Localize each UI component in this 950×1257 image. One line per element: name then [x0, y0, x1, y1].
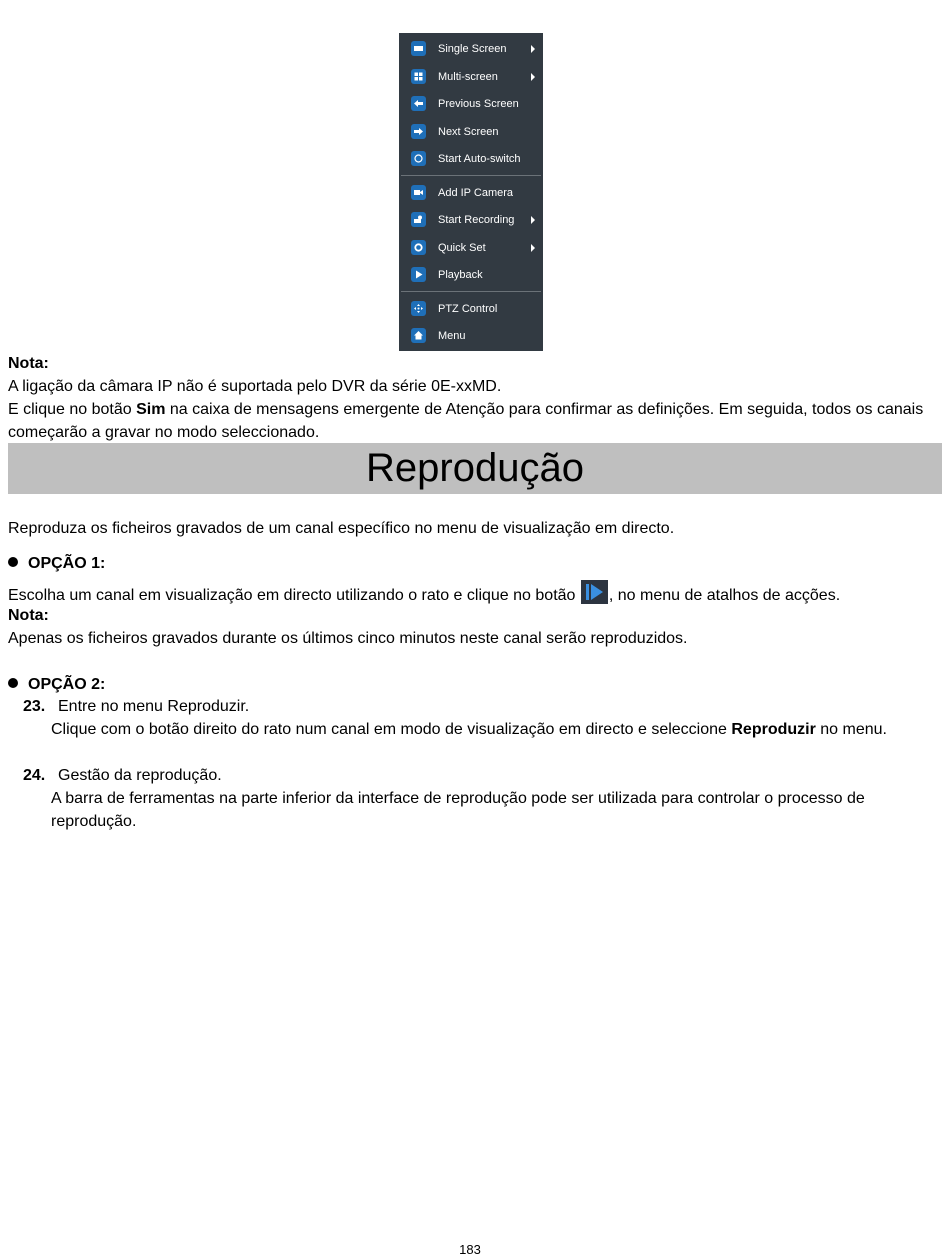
menu-item-label: Start Recording [438, 214, 515, 226]
gear-icon [411, 240, 426, 255]
submenu-arrow-icon [531, 216, 535, 224]
menu-divider [401, 291, 541, 292]
menu-item-menu[interactable] [399, 322, 543, 350]
option-title: OPÇÃO 1: [28, 555, 106, 572]
menu-item-label: Quick Set [438, 241, 486, 254]
menu-item-label: Next Screen [438, 125, 499, 138]
intro-paragraph: Reproduza os ficheiros gravados de um canal específico no menu de visualização em directo. [8, 520, 675, 537]
menu-item-quick-set[interactable] [399, 234, 543, 262]
submenu-arrow-icon [531, 244, 535, 252]
grid-icon [411, 69, 426, 84]
menu-item-add-ip-camera[interactable] [399, 179, 543, 207]
note-text: na caixa de mensagens emergente de Atenção para confirmar as definições. Em seguida, todos os canais começarão a gravar no modo seleccionado. [8, 401, 924, 441]
note-label: Nota: [8, 355, 49, 372]
note-paragraph [8, 398, 938, 444]
step-body: A barra de ferramentas na parte inferior da interface de reprodução pode ser utilizada para controlar o processo de reprodução. [51, 790, 865, 830]
context-menu [399, 33, 543, 351]
menu-item-single-screen[interactable] [399, 35, 543, 63]
menu-item-previous-screen[interactable] [399, 90, 543, 118]
step-bold-term: Reproduzir [731, 721, 816, 738]
record-icon [411, 212, 426, 227]
step-text: Clique com o botão direito do rato num canal em modo de visualização em directo e seleccione [51, 721, 732, 738]
option-title: OPÇÃO 2: [28, 676, 106, 693]
note-bold-term: Sim [136, 401, 166, 418]
note-text: A ligação da câmara IP não é suportada pelo DVR da série 0E-xxMD. [8, 378, 502, 395]
menu-item-label: Single Screen [438, 43, 507, 55]
menu-item-multi-screen[interactable] [399, 63, 543, 91]
arrow-left-icon [411, 96, 426, 111]
bullet-icon [8, 678, 18, 688]
bullet-icon [8, 557, 18, 567]
step-text: no menu. [815, 721, 887, 738]
menu-divider [401, 175, 541, 176]
page-number: 183 [459, 1242, 481, 1257]
monitor-icon [411, 41, 426, 56]
home-icon [411, 328, 426, 343]
note-text: E clique no botão [8, 401, 137, 418]
menu-item-ptz-control[interactable] [399, 295, 543, 323]
note-label: Nota: [8, 607, 49, 624]
menu-item-label: Menu [438, 330, 466, 342]
menu-item-label: PTZ Control [438, 302, 498, 315]
menu-item-playback[interactable] [399, 261, 543, 289]
menu-item-label: Previous Screen [438, 98, 519, 110]
cycle-icon [411, 151, 426, 166]
ptz-icon [411, 301, 426, 316]
option-text: Escolha um canal em visualização em directo utilizando o rato e clique no botão [8, 587, 580, 604]
section-heading: Reprodução [8, 443, 942, 494]
step-body [51, 718, 941, 741]
submenu-arrow-icon [531, 73, 535, 81]
playback-button-icon [581, 580, 608, 604]
option-1-text [8, 580, 938, 607]
menu-item-next-screen[interactable] [399, 118, 543, 146]
menu-item-label: Add IP Camera [438, 186, 514, 199]
step-title: Entre no menu Reproduzir. [58, 698, 250, 715]
play-icon [411, 267, 426, 282]
step-number: 24. [23, 767, 46, 784]
note-text: Apenas os ficheiros gravados durante os últimos cinco minutos neste canal serão reproduzidos. [8, 630, 688, 647]
option-1-heading [8, 552, 105, 575]
option-2-heading [8, 673, 105, 696]
menu-item-start-recording[interactable] [399, 206, 543, 234]
option-text: , no menu de atalhos de acções. [608, 587, 841, 604]
menu-item-label: Start Auto-switch [438, 153, 521, 165]
menu-item-label: Playback [438, 269, 483, 281]
submenu-arrow-icon [531, 45, 535, 53]
arrow-right-icon [411, 124, 426, 139]
step-title: Gestão da reprodução. [58, 767, 222, 784]
menu-item-label: Multi-screen [438, 70, 498, 83]
step-number: 23. [23, 698, 46, 715]
menu-item-start-auto-switch[interactable] [399, 145, 543, 173]
camera-icon [411, 185, 426, 200]
